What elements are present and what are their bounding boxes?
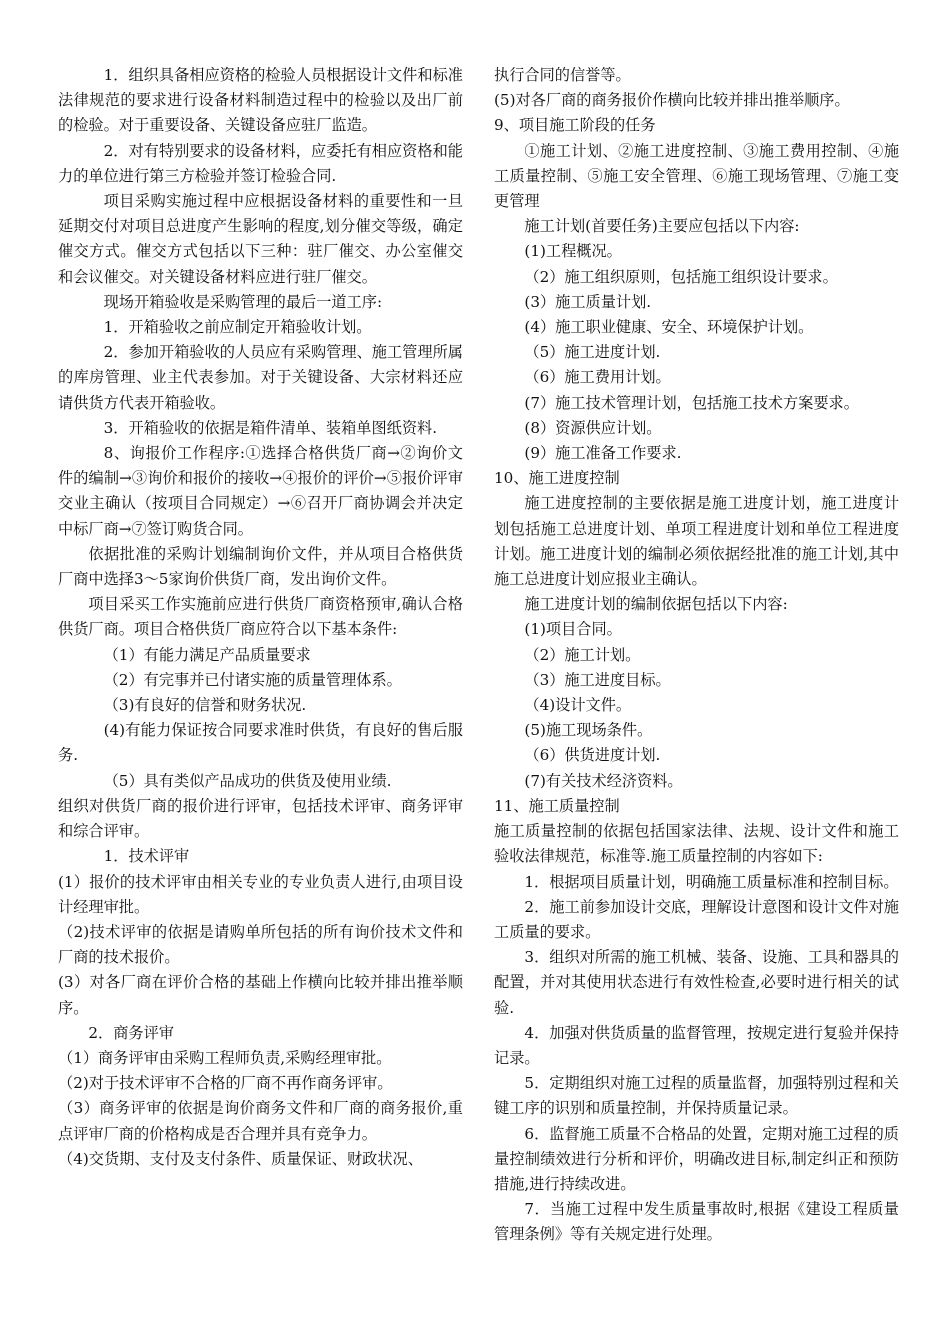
paragraph: （2）施工计划。 xyxy=(524,645,641,664)
paragraph: (1)工程概况。 xyxy=(524,242,622,261)
paragraph: （1）有能力满足产品质量要求 xyxy=(103,645,311,664)
paragraph: 7．当施工过程中发生质量事故时,根据《建设工程质量管理条例》等有关规定进行处理。 xyxy=(494,1200,899,1244)
paragraph: 6．监督施工质量不合格品的处置，定期对施工过程的质量控制绩效进行分析和评价，明确改进目标,制定纠正和预防措施,进行持续改进。 xyxy=(494,1124,899,1193)
paragraph: （5）具有类似产品成功的供货及使用业绩. xyxy=(103,771,392,790)
paragraph: (1）报价的技术评审由相关专业的专业负责人进行,由项目设计经理审批。 xyxy=(58,872,463,916)
paragraph: (7)有关技术经济资料。 xyxy=(524,771,683,790)
paragraph: （3）商务评审的依据是询价商务文件和厂商的商务报价,重点评审厂商的价格构成是否合理并具有竞争力。 xyxy=(58,1099,463,1143)
paragraph: ①施工计划、②施工进度控制、③施工费用控制、④施工质量控制、⑤施工安全管理、⑥施工现场管理、⑦施工变更管理 xyxy=(494,141,899,211)
paragraph: （2）有完事并已付诸实施的质量管理体系。 xyxy=(103,670,402,689)
paragraph: 2．施工前参加设计交底，理解设计意图和设计文件对施工质量的要求。 xyxy=(494,897,899,941)
paragraph: 施工计划(首要任务)主要应包括以下内容: xyxy=(524,217,800,236)
paragraph: (4)有能力保证按合同要求准时供货，有良好的售后服务. xyxy=(58,721,463,765)
paragraph: （3)有良好的信誉和财务状况. xyxy=(103,696,307,715)
paragraph: 1．开箱验收之前应制定开箱验收计划。 xyxy=(103,318,372,337)
paragraph: 1．组织具备相应资格的检验人员根据设计文件和标准法律规范的要求进行设备材料制造过程中的检验以及出厂前的检验。对于重要设备、关键设备应驻厂监造。 xyxy=(58,66,463,135)
paragraph: 4．加强对供货质量的监督管理，按规定进行复验并保持记录。 xyxy=(494,1023,899,1067)
paragraph: 组织对供货厂商的报价进行评审，包括技术评审、商务评审和综合评审。 xyxy=(58,796,463,841)
paragraph: (7）施工技术管理计划，包括施工技术方案要求。 xyxy=(524,393,859,412)
paragraph: 2．参加开箱验收的人员应有采购管理、施工管理所属的库房管理、业主代表参加。对于关键设备、大宗材料还应请供货方代表开箱验收。 xyxy=(58,343,463,412)
paragraph: 11、施工质量控制 xyxy=(494,796,620,815)
paragraph: （2)技术评审的依据是请购单所包括的所有询价技术文件和厂商的技术报价。 xyxy=(58,922,463,967)
paragraph: （2）施工组织原则，包括施工组织设计要求。 xyxy=(524,267,838,286)
paragraph: 9、项目施工阶段的任务 xyxy=(494,116,656,135)
paragraph: 1．技术评审 xyxy=(103,847,190,866)
paragraph: 2．对有特别要求的设备材料，应委托有相应资格和能力的单位进行第三方检验并签订检验合同. xyxy=(58,141,463,185)
paragraph: 施工质量控制的依据包括国家法律、法规、设计文件和施工验收法律规范，标准等.施工质量控制的内容如下: xyxy=(494,822,899,866)
paragraph: （3）施工进度目标。 xyxy=(524,670,671,689)
paragraph: 现场开箱验收是采购管理的最后一道工序: xyxy=(103,292,383,311)
paragraph: （4)交货期、支付及支付条件、质量保证、财政状况、 xyxy=(58,1149,423,1168)
paragraph: （4)设计文件。 xyxy=(524,696,632,715)
paragraph: 10、施工进度控制 xyxy=(494,469,620,488)
paragraph: 3．组织对所需的施工机械、装备、设施、工具和器具的配置，并对其使用状态进行有效性检查,必要时进行相关的试验. xyxy=(494,948,899,1017)
paragraph: 项目采买工作实施前应进行供货厂商资格预审,确认合格供货厂商。项目合格供货厂商应符合以下基本条件: xyxy=(58,595,463,639)
paragraph: (5)施工现场条件。 xyxy=(524,721,653,740)
paragraph: （2)对于技术评审不合格的厂商不再作商务评审。 xyxy=(58,1074,393,1093)
paragraph: 2．商务评审 xyxy=(88,1023,174,1042)
paragraph: (3）对各厂商在评价合格的基础上作横向比较并排出推举顺序。 xyxy=(58,973,463,1017)
paragraph: (8）资源供应计划。 xyxy=(524,418,662,437)
paragraph: 1．根据项目质量计划，明确施工质量标准和控制目标。 xyxy=(524,872,899,891)
paragraph: (4）施工职业健康、安全、环境保护计划。 xyxy=(524,318,814,337)
paragraph: (1)项目合同。 xyxy=(524,620,622,639)
left-column xyxy=(58,63,463,1172)
paragraph: （6）供货进度计划. xyxy=(524,746,661,765)
paragraph: （5）施工进度计划. xyxy=(524,343,661,362)
paragraph: (3）施工质量计划. xyxy=(524,292,652,311)
paragraph: 依据批准的采购计划编制询价文件，并从项目合格供货厂商中选择3～5家询价供货厂商，发出询价文件。 xyxy=(58,544,463,589)
paragraph: 执行合同的信誉等。 xyxy=(494,66,631,84)
paragraph: 5．定期组织对施工过程的质量监督，加强特别过程和关键工序的识别和质量控制，并保持质量记录。 xyxy=(494,1074,899,1118)
paragraph: 施工进度控制的主要依据是施工进度计划，施工进度计划包括施工总进度计划、单项工程进度计划和单位工程进度计划。施工进度计划的编制必须依据经批准的施工计划,其中施工总进度计划应报业主确认。 xyxy=(494,494,899,589)
paragraph: 3．开箱验收的依据是箱件清单、装箱单图纸资料. xyxy=(103,418,438,437)
paragraph: (9）施工准备工作要求. xyxy=(524,444,682,463)
paragraph: （6）施工费用计划。 xyxy=(524,368,671,387)
paragraph: 项目采购实施过程中应根据设备材料的重要性和一旦延期交付对项目总进度产生影响的程度,划分催交等级，确定催交方式。催交方式包括以下三种：驻厂催交、办公室催交和会议催交。对关键设备材料应进行驻厂催交。 xyxy=(58,192,463,286)
right-column xyxy=(494,63,899,1248)
paragraph: （1）商务评审由采购工程师负责,采购经理审批。 xyxy=(58,1048,392,1067)
paragraph: (5)对各厂商的商务报价作横向比较并排出推举顺序。 xyxy=(494,91,850,110)
paragraph: 施工进度计划的编制依据包括以下内容: xyxy=(524,595,788,614)
paragraph: 8、询报价工作程序:①选择合格供货厂商→②询价文件的编制→③询价和报价的接收→④报价的评价→⑤报价评审交业主确认（按项目合同规定）→⑥召开厂商协调会并决定中标厂商→⑦签订购货合同。 xyxy=(58,444,463,538)
